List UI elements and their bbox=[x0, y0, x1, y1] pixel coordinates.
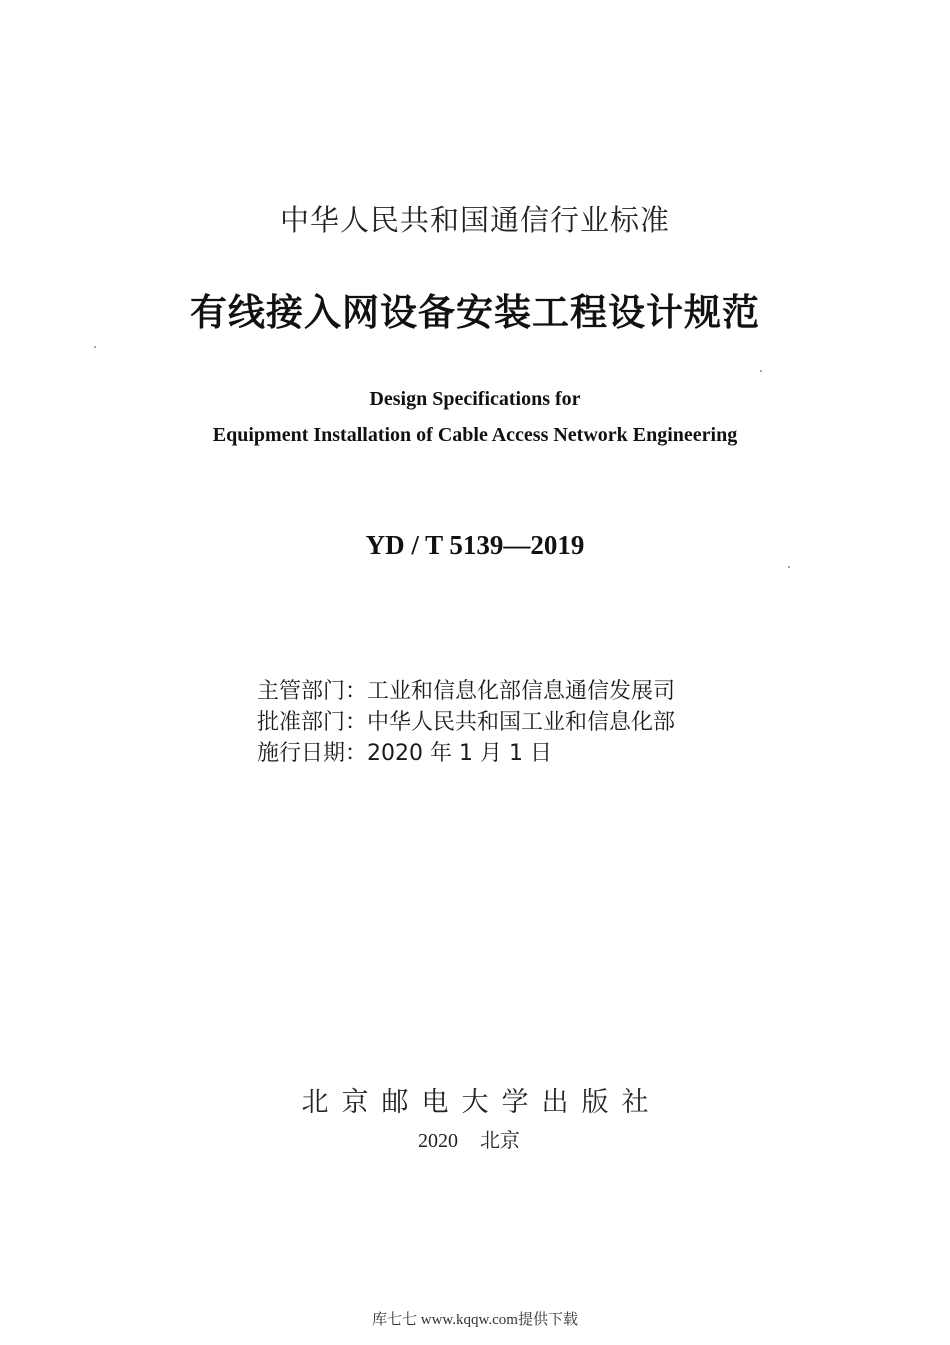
meta-row-authority bbox=[257, 676, 675, 707]
meta-label: 批准部门： bbox=[257, 710, 368, 735]
publication-city: 北京 bbox=[480, 1130, 520, 1152]
download-watermark: 库七七 www.kqqw.com提供下载 bbox=[372, 1312, 578, 1328]
document-title-en-line2: Equipment Installation of Cable Access Network Engineering bbox=[212, 424, 738, 446]
meta-value: 2020 年 1 月 1 日 bbox=[367, 741, 552, 766]
meta-row-effective-date bbox=[257, 738, 675, 769]
metadata-block bbox=[257, 676, 675, 769]
document-title-cn: 有线接入网设备安装工程设计规范 bbox=[190, 291, 760, 334]
meta-value: 中华人民共和国工业和信息化部 bbox=[367, 710, 676, 735]
standard-category: 中华人民共和国通信行业标准 bbox=[279, 203, 670, 237]
publication-line bbox=[418, 1124, 520, 1153]
meta-value: 工业和信息化部信息通信发展司 bbox=[367, 679, 676, 704]
scan-speck bbox=[760, 370, 762, 372]
scan-speck bbox=[788, 566, 790, 568]
meta-label: 主管部门： bbox=[257, 679, 368, 704]
standard-number: YD / T 5139—2019 bbox=[365, 530, 585, 560]
publication-year: 2020 bbox=[418, 1130, 458, 1152]
meta-label: 施行日期： bbox=[257, 741, 368, 766]
document-title-en-line1: Design Specifications for bbox=[369, 388, 581, 410]
scan-speck bbox=[94, 346, 96, 348]
meta-row-approval bbox=[257, 707, 675, 738]
publisher-name: 北京邮电大学出版社 bbox=[301, 1087, 662, 1118]
